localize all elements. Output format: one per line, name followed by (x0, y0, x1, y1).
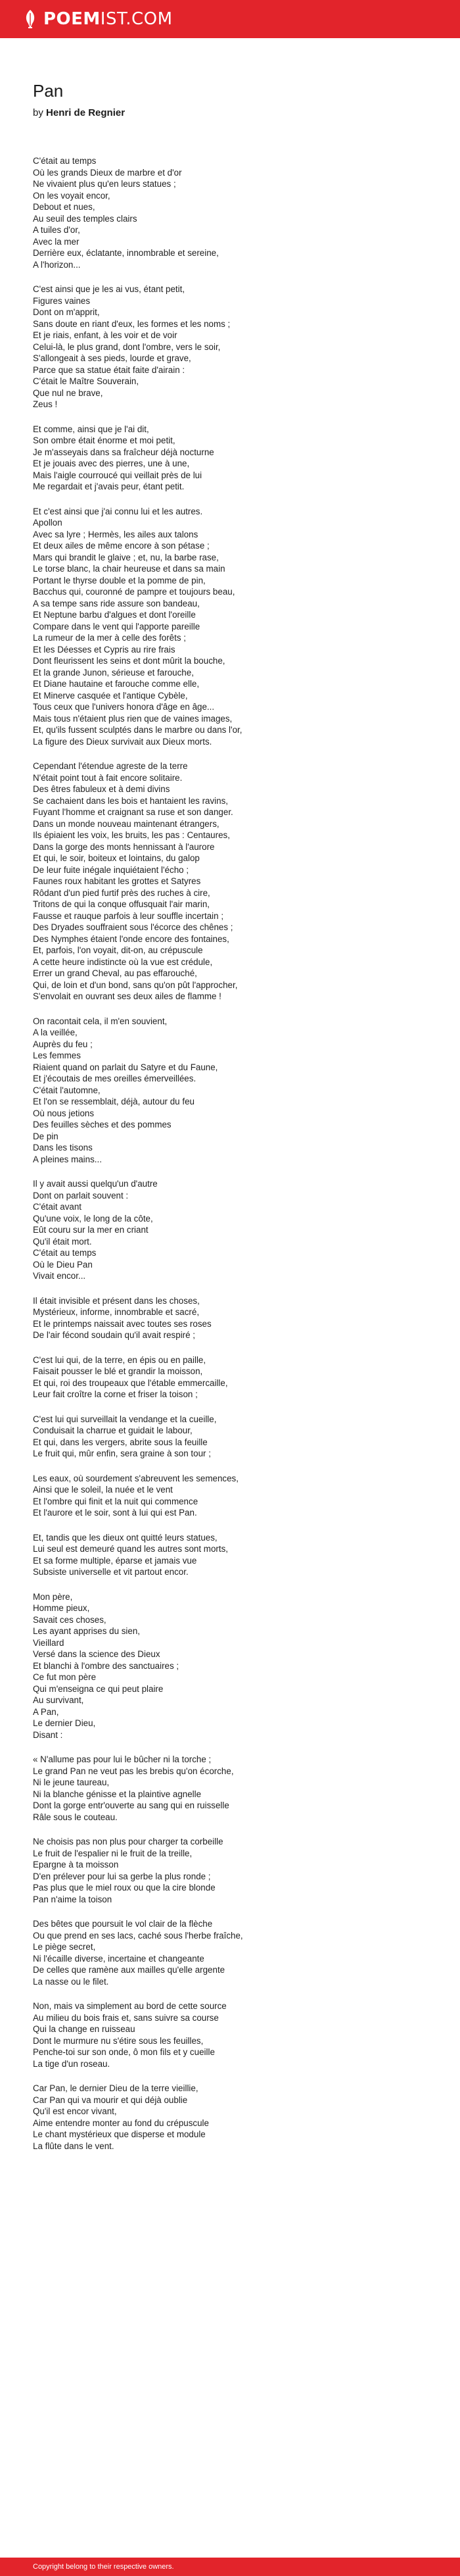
poem-line: Dont on m'apprit, (33, 307, 100, 317)
poem-line: Et deux ailes de même encore à son pétase ; (33, 541, 210, 551)
poem-line: Des êtres fabuleux et à demi divins (33, 784, 170, 794)
poem-line: Ou que prend en ses lacs, caché sous l'herbe fraîche, (33, 1930, 243, 1941)
poem-line: Cependant l'étendue agreste de la terre (33, 761, 188, 771)
poem-line: Des Dryades souffraient sous l'écorce des chênes ; (33, 922, 233, 932)
poem-byline (33, 107, 434, 120)
poem-line: Et Neptune barbu d'algues et dont l'oreille (33, 610, 196, 620)
poem-line: Au seuil des temples clairs (33, 213, 137, 224)
author-name-link[interactable]: Henri de Regnier (46, 107, 126, 118)
poem-stanza (33, 1532, 434, 1578)
poem-line: Ne choisis pas non plus pour charger ta corbeille (33, 1837, 223, 1846)
poem-line: C'était avant (33, 1202, 82, 1212)
site-logo-text (43, 11, 173, 28)
poem-line: Faunes roux habitant les grottes et Satyres (33, 876, 201, 886)
poem-line: Au milieu du bois frais et, sans suivre sa course (33, 2012, 219, 2023)
poem-line: Non, mais va simplement au bord de cette source (33, 2001, 227, 2011)
poem-line: Fuyant l'homme et craignant sa ruse et son danger. (33, 807, 233, 817)
poem-line: Râle sous le couteau. (33, 1812, 118, 1822)
poem-line: Faisait pousser le blé et grandir la moisson, (33, 1366, 203, 1376)
poem-line: Et, qu'ils fussent sculptés dans le marbre ou dans l'or, (33, 725, 242, 735)
poem-line: Qu'il était mort. (33, 1236, 92, 1247)
poem-line: Des bêtes que poursuit le vol clair de la flèche (33, 1919, 213, 1929)
poem-stanza (33, 2000, 434, 2069)
poem-stanza (33, 1295, 434, 1341)
poem-line: Que nul ne brave, (33, 387, 103, 398)
poem-line: S'envolait en ouvrant ses deux ailes de flamme ! (33, 991, 221, 1001)
poem-line: Dont fleurissent les seins et dont mûrit la bouche, (33, 656, 225, 666)
brand-light: IST.COM (100, 9, 173, 29)
poem-line: La rumeur de la mer à celle des forêts ; (33, 633, 186, 643)
top-header-bar (0, 0, 460, 38)
poem-line: Et, parfois, l'on voyait, dit-on, au crépuscule (33, 945, 203, 955)
poem-line: Le piège secret, (33, 1942, 96, 1952)
poem-line: Qui la change en ruisseau (33, 2024, 135, 2034)
poem-line: De celles que ramène aux mailles qu'elle argente (33, 1965, 225, 1975)
poem-line: Et c'est ainsi que j'ai connu lui et les autres. (33, 506, 203, 516)
poem-line: Qui m'enseigna ce qui peut plaire (33, 1683, 164, 1694)
poem-line: Et je jouais avec des pierres, une à une, (33, 458, 190, 468)
poem-line: Dans un monde nouveau maintenant étrangers, (33, 818, 219, 829)
poem-line: « N'allume pas pour lui le bûcher ni la torche ; (33, 1754, 212, 1764)
poem-line: Qu'il est encor vivant, (33, 2106, 117, 2116)
poem-line: Portant le thyrse double et la pomme de pin, (33, 575, 206, 585)
poem-line: Ce fut mon père (33, 1672, 97, 1682)
brand-bold: POEM (43, 9, 101, 29)
poem-line: Le torse blanc, la chair heureuse et dans sa main (33, 564, 225, 574)
poem-line: Subsiste universelle et vit partout encor. (33, 1567, 189, 1577)
poem-title: Pan (33, 81, 64, 101)
poem-line: A l'horizon... (33, 259, 81, 270)
poem-line: La flûte dans le vent. (33, 2141, 114, 2151)
poem-line: Leur fait croître la corne et friser la toison ; (33, 1389, 198, 1399)
poem-line: Et blanchi à l'ombre des sanctuaires ; (33, 1660, 179, 1671)
poem-line: Et sa forme multiple, éparse et jamais vue (33, 1555, 197, 1566)
poem-line: A Pan, (33, 1706, 59, 1717)
poem-line: Bacchus qui, couronné de pampre et toujours beau, (33, 587, 235, 597)
poem-line: On racontait cela, il m'en souvient, (33, 1016, 168, 1026)
poem-line: Celui-là, le plus grand, dont l'ombre, vers le soir, (33, 341, 221, 352)
poem-line: Le fruit qui, mûr enfin, sera graine à son tour ; (33, 1449, 211, 1458)
poem-stanza (33, 1836, 434, 1905)
poem-line: Son ombre était énorme et moi petit, (33, 435, 175, 445)
poem-line: C'était au temps (33, 1248, 97, 1258)
poem-line: Versé dans la science des Dieux (33, 1649, 160, 1659)
poem-line: Sans doute en riant d'eux, les formes et les noms ; (33, 318, 231, 329)
poem-line: Et qui, dans les vergers, abrite sous la feuille (33, 1437, 208, 1447)
poem-line: Au survivant, (33, 1695, 84, 1705)
poem-stanza (33, 1473, 434, 1519)
poem-line: Et, tandis que les dieux ont quitté leurs statues, (33, 1532, 218, 1543)
poem-line: Le chant mystérieux que disperse et module (33, 2129, 206, 2139)
poem-stanza (33, 1414, 434, 1460)
poem-line: A sa tempe sans ride assure son bandeau, (33, 598, 200, 608)
poem-line: C'était au temps (33, 156, 97, 166)
poem-line: Avec sa lyre ; Hermès, les ailes aux talons (33, 529, 198, 539)
poem-line: Lui seul est demeuré quand les autres sont morts, (33, 1544, 228, 1554)
poem-line: Qui, de loin et d'un bond, sans qu'on pût l'approcher, (33, 979, 238, 990)
poem-line: Tous ceux que l'univers honora d'âge en âge... (33, 702, 215, 712)
poem-stanza (33, 1354, 434, 1400)
poem-line: Où nous jetions (33, 1108, 95, 1118)
poem-line: Aime entendre monter au fond du crépuscule (33, 2118, 209, 2128)
poem-line: Dont le murmure nu s'étire sous les feuilles, (33, 2035, 204, 2046)
poem-line: Compare dans le vent qui l'apporte pareille (33, 621, 200, 632)
poem-line: Figures vaines (33, 295, 91, 306)
copyright-notice: Copyright belong to their respective owners. (33, 2563, 174, 2571)
poem-line: Homme pieux, (33, 1603, 90, 1613)
poem-stanza (33, 760, 434, 1003)
poem-line: D'en prélever pour lui sa gerbe la plus ronde ; (33, 1871, 211, 1881)
poem-line: Zeus ! (33, 399, 58, 409)
poem-line: La nasse ou le filet. (33, 1976, 109, 1987)
poem-line: Où le Dieu Pan (33, 1259, 93, 1270)
poem-line: A cette heure indistincte où la vue est crédule, (33, 956, 213, 967)
poem-line: Rôdant d'un pied furtif près des ruches à cire, (33, 887, 210, 898)
poem-line: Et je riais, enfant, à les voir et de voir (33, 330, 177, 340)
poem-line: Mais l'aigle courroucé qui veillait près de lui (33, 470, 202, 480)
poem-stanza (33, 1918, 434, 1987)
site-logo-link[interactable] (22, 9, 173, 29)
poem-stanza (33, 506, 434, 748)
poem-line: Pan n'aime la toison (33, 1894, 112, 1904)
poem-line: Vieillard (33, 1637, 64, 1648)
poem-line: C'était le Maître Souverain, (33, 376, 139, 386)
poem-line: A pleines mains... (33, 1154, 102, 1164)
poem-line: De pin (33, 1131, 58, 1141)
poem-line: Où les grands Dieux de marbre et d'or (33, 167, 182, 178)
poem-stanza (33, 1016, 434, 1166)
poem-line: De leur fuite inégale inquiétaient l'écho ; (33, 864, 189, 875)
poem-line: A la veillée, (33, 1028, 78, 1037)
poem-line: N'était point tout à fait encore solitaire. (33, 772, 183, 783)
poem-line: Et l'on se ressemblait, déjà, autour du feu (33, 1097, 195, 1106)
poem-line: C'était l'automne, (33, 1085, 101, 1095)
poem-line: Et comme, ainsi que je l'ai dit, (33, 424, 149, 434)
poem-line: Des feuilles sèches et des pommes (33, 1120, 172, 1129)
poem-line: Et l'aurore et le soir, sont à lui qui est Pan. (33, 1508, 197, 1518)
poem-line: Ni l'écaille diverse, incertaine et changeante (33, 1953, 204, 1964)
poem-line: Et qui, roi des troupeaux que l'étable emmercaille, (33, 1377, 228, 1388)
poem-line: Et l'ombre qui finit et la nuit qui commence (33, 1496, 198, 1506)
poem-line: Derrière eux, éclatante, innombrable et sereine, (33, 248, 219, 258)
poem-line: Et Minerve casquée et l'antique Cybèle, (33, 690, 188, 701)
poem-line: De l'air fécond soudain qu'il avait respiré ; (33, 1330, 196, 1340)
poem-line: Mon père, (33, 1591, 73, 1602)
poem-line: Je m'asseyais dans sa fraîcheur déjà nocturne (33, 447, 214, 457)
poem-stanza (33, 424, 434, 493)
poem-line: Riaient quand on parlait du Satyre et du Faune, (33, 1062, 218, 1072)
poem-line: Dans la gorge des monts hennissant à l'aurore (33, 841, 215, 852)
poem-line: Disant : (33, 1729, 63, 1740)
poem-stanza (33, 155, 434, 270)
poem-article (33, 80, 434, 2165)
poem-line: Et j'écoutais de mes oreilles émerveillées. (33, 1074, 196, 1083)
poem-line: Ils épiaient les voix, les bruits, les pas : Centaures, (33, 830, 230, 840)
poem-line: Mystérieux, informe, innombrable et sacré, (33, 1307, 200, 1317)
poem-line: Apollon (33, 518, 62, 528)
poem-line: Parce que sa statue était faite d'airain : (33, 364, 185, 375)
poem-line: Dont la gorge entr'ouverte au sang qui en ruisselle (33, 1800, 229, 1810)
poem-line: Les eaux, où sourdement s'abreuvent les semences, (33, 1473, 239, 1483)
poem-line: C'est lui qui surveillait la vendange et la cueille, (33, 1414, 217, 1424)
poem-line: Ne vivaient plus qu'en leurs statues ; (33, 179, 176, 189)
poem-line: Car Pan, le dernier Dieu de la terre vieillie, (33, 2083, 198, 2093)
poem-line: Et qui, le soir, boiteux et lointains, du galop (33, 853, 200, 863)
poem-line: Errer un grand Cheval, au pas effarouché, (33, 968, 197, 978)
poem-line: Vivait encor... (33, 1271, 86, 1281)
poem-line: Le grand Pan ne veut pas les brebis qu'on écorche, (33, 1766, 234, 1776)
poem-line: On les voyait encor, (33, 190, 110, 201)
poem-line: Tritons de qui la conque offusquait l'air marin, (33, 899, 210, 909)
poem-line: Savait ces choses, (33, 1614, 106, 1625)
poem-line: Le fruit de l'espalier ni le fruit de la treille, (33, 1848, 193, 1858)
poem-line: Ni le jeune taureau, (33, 1777, 110, 1787)
poem-line: Les ayant apprises du sien, (33, 1626, 141, 1636)
poem-line: Qu'une voix, le long de la côte, (33, 1213, 153, 1224)
poem-line: Auprès du feu ; (33, 1039, 93, 1049)
poem-line: Et la grande Junon, sérieuse et farouche, (33, 667, 194, 678)
poem-stanza (33, 284, 434, 410)
poem-body (33, 155, 434, 2152)
poem-line: Conduisait la charrue et guidait le labour, (33, 1425, 193, 1435)
footer-bar (0, 2558, 460, 2576)
poem-line: C'est ainsi que je les ai vus, étant petit, (33, 284, 185, 294)
poem-stanza (33, 1591, 434, 1741)
poem-line: Dont on parlait souvent : (33, 1190, 129, 1201)
poem-line: Penche-toi sur son onde, ô mon fils et y cueille (33, 2047, 215, 2057)
poem-line: La figure des Dieux survivait aux Dieux morts. (33, 736, 212, 747)
poem-line: Et le printemps naissait avec toutes ses roses (33, 1318, 212, 1329)
poem-line: C'est lui qui, de la terre, en épis ou en paille, (33, 1354, 206, 1365)
poem-line: Pas plus que le miel roux ou que la cire blonde (33, 1883, 216, 1893)
poem-line: Mais tous n'étaient plus rien que de vaines images, (33, 713, 233, 724)
poem-line: Et Diane hautaine et farouche comme elle, (33, 679, 200, 689)
poem-line: Et les Déesses et Cypris au rire frais (33, 644, 175, 655)
poem-line: Ainsi que le soleil, la nuée et le vent (33, 1485, 173, 1495)
poem-line: Epargne à ta moisson (33, 1860, 119, 1870)
poem-line: Me regardait et j'avais peur, étant petit. (33, 482, 185, 491)
poem-line: Debout et nues, (33, 202, 95, 212)
poem-stanza (33, 1178, 434, 1282)
poem-line: Ni la blanche génisse et la plaintive agnelle (33, 1789, 202, 1799)
by-label: by (33, 107, 43, 118)
poem-stanza (33, 1754, 434, 1823)
poem-line: A tuiles d'or, (33, 225, 80, 235)
poem-line: Il était invisible et présent dans les choses, (33, 1295, 200, 1306)
poem-line: Les femmes (33, 1051, 81, 1060)
poem-line: Eût couru sur la mer en criant (33, 1225, 149, 1235)
poem-line: Des Nymphes étaient l'onde encore des fontaines, (33, 933, 229, 944)
poem-line: Dans les tisons (33, 1143, 93, 1152)
poem-line: Avec la mer (33, 236, 80, 247)
poem-line: Car Pan qui va mourir et qui déjà oublie (33, 2094, 188, 2105)
poem-line: Mars qui brandit le glaive ; et, nu, la barbe rase, (33, 552, 219, 562)
quill-pen-icon (22, 9, 38, 29)
poem-line: Se cachaient dans les bois et hantaient les ravins, (33, 795, 229, 806)
poem-line: Le dernier Dieu, (33, 1718, 96, 1728)
poem-line: S'allongeait à ses pieds, lourde et grave, (33, 353, 191, 363)
poem-line: Il y avait aussi quelqu'un d'autre (33, 1179, 158, 1189)
poem-line: Fausse et rauque parfois à leur souffle incertain ; (33, 910, 224, 921)
poem-stanza (33, 2083, 434, 2152)
poem-line: La tige d'un roseau. (33, 2058, 110, 2069)
